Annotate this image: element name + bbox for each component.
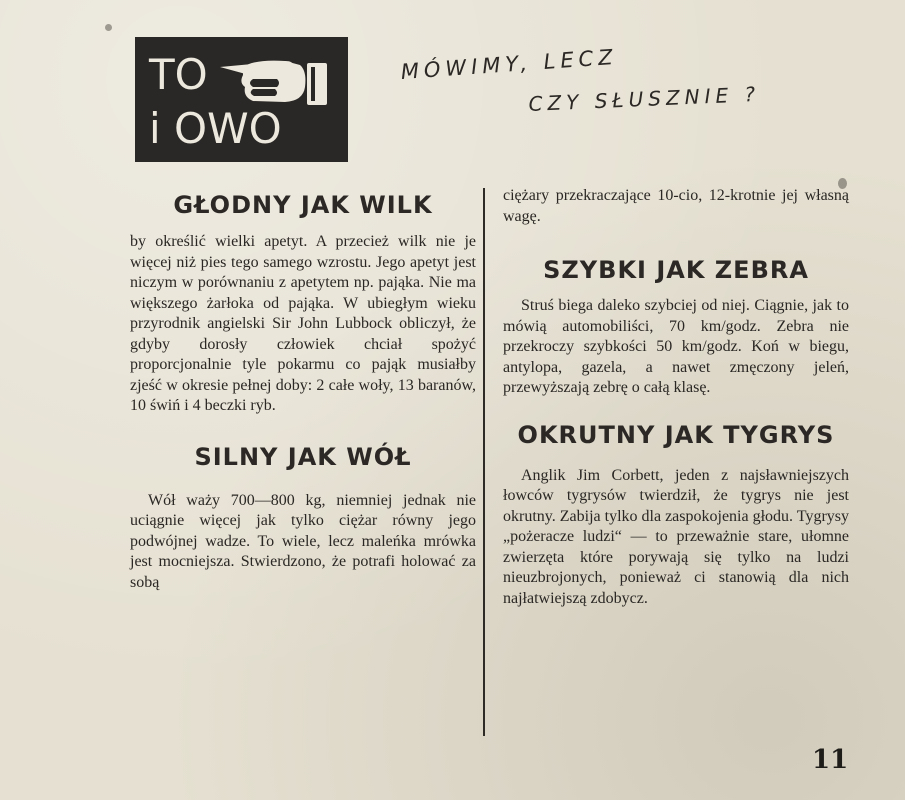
article-zebra: Struś biega daleko szybciej od niej. Ciągnie, jak to mówią automobiliści, 70 km/godz. Zebra nie przekroczy szybkości 50 km/godz. Koń w biegu, antylopa, gazela, a nawet zmęczony jeleń, przewyższają zebrę o całą klasę. — [503, 297, 849, 396]
headline-wol: SILNY JAK WÓŁ — [194, 442, 412, 471]
logo-to: TO — [149, 50, 208, 99]
logo-graphic — [135, 37, 348, 162]
article-tygrys: Anglik Jim Corbett, jeden z najsławniejszych łowców tygrysów twierdził, że tygrys nie jest okrutny. Zabija tylko dla zaspokojenia głodu. Tygrysy „pożeracze ludzi“ — to przeważnie stare, ułomne zwierzęta które porywają się tylko na ludzi nieuzbrojonych, ponieważ ci stanowią dla nich najłatwiejszą zdobycz. — [503, 466, 849, 607]
article-wol-continuation: ciężary przekraczające 10-cio, 12-krotnie jej własną wagę. — [503, 187, 849, 225]
column-divider — [483, 188, 485, 736]
page-number: 11 — [812, 745, 849, 775]
article-wilk: by określić wielki apetyt. A przecież wilk nie je więcej niż pies tego samego wzrostu. Jego apetyt jest niczym w porównaniu z apetytem np. pająka. Nie ma większego żarłoka od pająka. W ubiegłym wieku przyrodnik angielski Sir John Lubbock obliczył, że gdyby dorosły człowiek chciał spożyć proporcjonalnie tyle pokarmu co pająk musiałby zjeść w okresie pełnej doby: 2 całe woły, 13 baranów, 10 świń i 4 beczki ryb. — [130, 233, 476, 414]
left-column — [130, 186, 476, 593]
handwritten-heading-line1: MÓWIMY, LECZ — [400, 44, 619, 84]
column-logo — [135, 37, 348, 162]
pointing-hand-icon — [220, 61, 327, 105]
handwritten-heading-line2: CZY SŁUSZNIE ? — [528, 81, 761, 116]
headline-tygrys: OKRUTNY JAK TYGRYS — [517, 420, 835, 449]
article-wol: Wół waży 700—800 kg, niemniej jednak nie uciągnie więcej jak tylko ciężar równy jego podwójnej wadze. To wiele, lecz maleńka mrówka jest mocniejsza. Stwierdzono, że potrafi holować za sobą — [130, 491, 476, 591]
headline-wilk: GŁODNY JAK WILK — [173, 191, 433, 219]
right-column — [503, 186, 849, 609]
print-speck — [105, 24, 112, 31]
headline-zebra: SZYBKI JAK ZEBRA — [543, 256, 809, 284]
logo-i-owo: i OWO — [149, 104, 282, 153]
